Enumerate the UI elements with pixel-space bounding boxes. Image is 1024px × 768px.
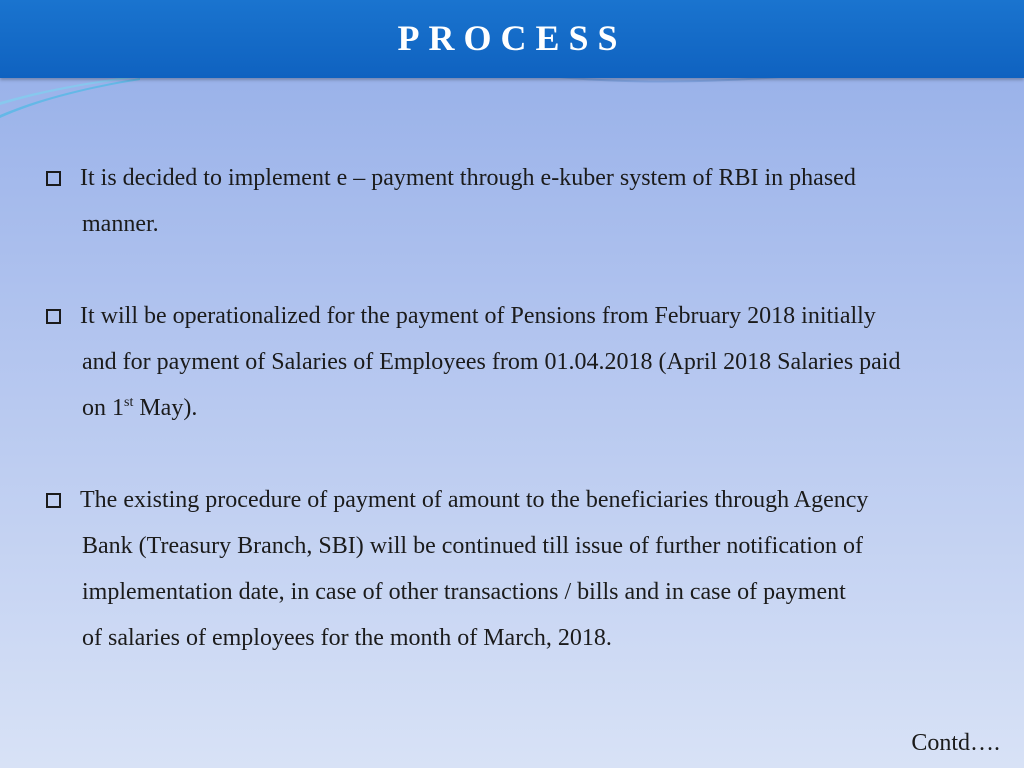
checkbox-bullet-icon [46,309,61,324]
slide-title: PROCESS [397,18,627,58]
bullet-2 [46,293,996,431]
bullet-3 [46,477,996,661]
bullet-2-line-2: and for payment of Salaries of Employees from 01.04.2018 (April 2018 Salaries paid [82,349,901,375]
bullet-1-line-2: manner. [82,211,159,237]
bullet-3-line-2: Bank (Treasury Branch, SBI) will be continued till issue of further notification of [82,533,863,559]
checkbox-bullet-icon [46,171,61,186]
bullet-2-line-1: It will be operationalized for the payment of Pensions from February 2018 initially [80,303,876,329]
superscript: st [124,395,134,410]
checkbox-bullet-icon [46,493,61,508]
bullet-1-line-1: It is decided to implement e – payment through e-kuber system of RBI in phased [80,165,856,191]
bullet-3-line-4: of salaries of employees for the month of March, 2018. [82,625,612,651]
continued-label: Contd…. [911,730,1000,756]
bullet-3-line-1: The existing procedure of payment of amount to the beneficiaries through Agency [80,487,869,513]
title-bar [0,0,1024,78]
bullet-1 [46,155,996,247]
bullet-3-line-3: implementation date, in case of other transactions / bills and in case of payment [82,579,846,605]
bullet-2-line-3: on 1st May). [82,395,198,421]
